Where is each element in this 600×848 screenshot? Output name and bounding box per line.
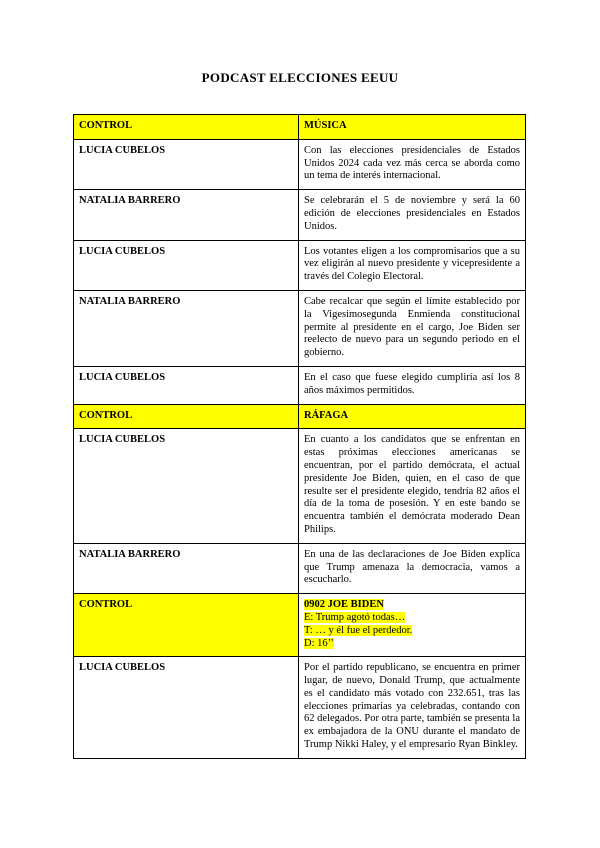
speaker-cell: NATALIA BARRERO: [74, 290, 299, 366]
content-cell: Cabe recalcar que según el límite establecido por la Vigesimosegunda Enmienda constitucional permite al presidente en el cargo, Joe Biden ser reelecto de nuevo para un segundo periodo en el gobierno.: [299, 290, 526, 366]
speaker-cell: LUCIA CUBELOS: [74, 240, 299, 290]
table-row: [74, 290, 526, 366]
speaker-cell: LUCIA CUBELOS: [74, 657, 299, 759]
content-cell: Con las elecciones presidenciales de Estados Unidos 2024 cada vez más cerca se aborda como un tema de interés internacional.: [299, 139, 526, 189]
content-cell: Por el partido republicano, se encuentra en primer lugar, de nuevo, Donald Trump, que actualmente es el candidato más votado con 232.651, tras las elecciones primarias ya celebradas, contando con 62 delegados. Por otra parte, también se presenta la ex embajadora de la ONU durante el mandato de Trump Nikki Haley, y el empresario Ryan Binkley.: [299, 657, 526, 759]
content-cell: En el caso que fuese elegido cumpliría así los 8 años máximos permitidos.: [299, 366, 526, 404]
content-cell: En una de las declaraciones de Joe Biden explica que Trump amenaza la democracia, vamos a escucharlo.: [299, 543, 526, 593]
speaker-cell: LUCIA CUBELOS: [74, 139, 299, 189]
speaker-cell: NATALIA BARRERO: [74, 543, 299, 593]
table-row: [74, 657, 526, 759]
table-row: [74, 190, 526, 240]
audio-bite-duration: D: 16’’: [304, 637, 334, 649]
content-cell: En cuanto a los candidatos que se enfrentan en estas próximas elecciones americanas se encuentran, por el partido demócrata, el actual presidente Joe Biden, quien, en el caso de que resulte ser el presidente elegido, tendría 82 años el día de la toma de posesión. Y en este bando se encuentra también el demócrata moderado Dean Philips.: [299, 429, 526, 543]
audio-bite-exit: T: … y él fue el perdedor.: [304, 624, 413, 636]
table-row: [74, 366, 526, 404]
content-cell: Se celebrarán el 5 de noviembre y será la 60 edición de elecciones presidenciales en Estados Unidos.: [299, 190, 526, 240]
audio-bite-title: 0902 JOE BIDEN: [304, 599, 384, 611]
table-row-control: [74, 115, 526, 140]
table-row: [74, 139, 526, 189]
speaker-cell: CONTROL: [74, 115, 299, 140]
speaker-cell: LUCIA CUBELOS: [74, 366, 299, 404]
table-row: [74, 240, 526, 290]
table-row-control: [74, 404, 526, 429]
speaker-cell: CONTROL: [74, 594, 299, 657]
script-table: [73, 114, 526, 759]
audio-bite-cell: [299, 594, 526, 657]
page-title: PODCAST ELECCIONES EEUU: [201, 70, 399, 85]
content-cell: RÁFAGA: [299, 404, 526, 429]
content-cell: Los votantes eligen a los compromisarios que a su vez eligirán al nuevo presidente y vicepresidente a través del Colegio Electoral.: [299, 240, 526, 290]
speaker-cell: CONTROL: [74, 404, 299, 429]
table-row: [74, 429, 526, 543]
table-row-control-bite: [74, 594, 526, 657]
speaker-cell: NATALIA BARRERO: [74, 190, 299, 240]
audio-bite-entry: E: Trump agotó todas…: [304, 611, 406, 623]
table-row: [74, 543, 526, 593]
speaker-cell: LUCIA CUBELOS: [74, 429, 299, 543]
content-cell: MÚSICA: [299, 115, 526, 140]
